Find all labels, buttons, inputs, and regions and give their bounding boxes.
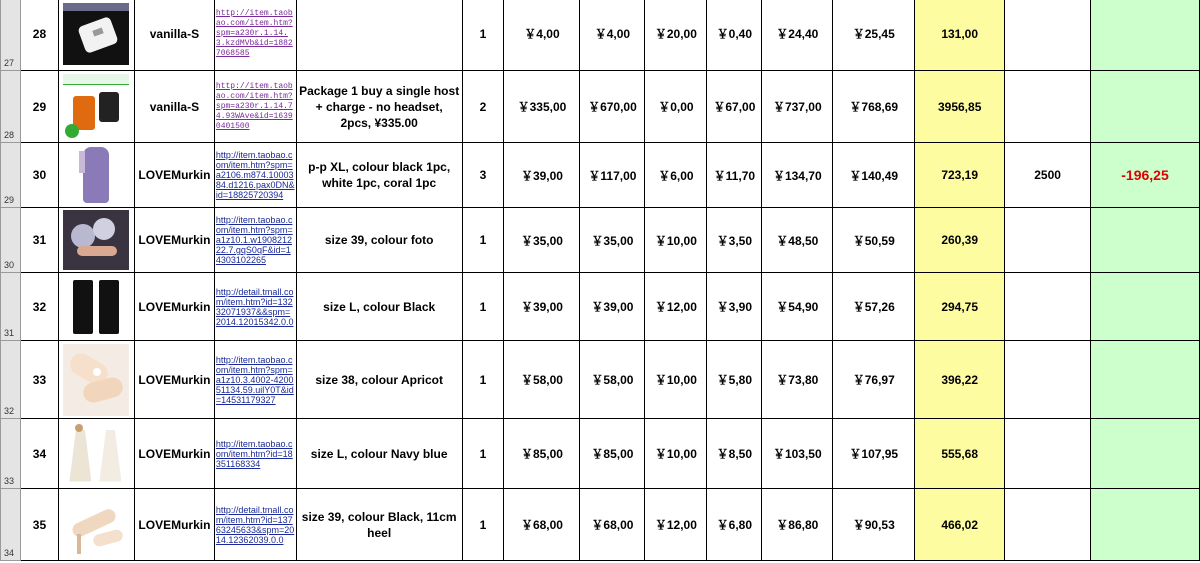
balance-difference[interactable]	[1091, 489, 1200, 561]
adjusted-total[interactable]: ￥57,26	[833, 273, 915, 341]
quantity[interactable]: 1	[462, 0, 504, 71]
item-description[interactable]: size L, colour Navy blue	[296, 419, 462, 489]
shipping-cost[interactable]: ￥10,00	[645, 341, 707, 419]
seller-name[interactable]: LOVEMurkin	[134, 489, 214, 561]
unit-price[interactable]: ￥35,00	[504, 208, 580, 273]
subtotal[interactable]: ￥48,50	[762, 208, 833, 273]
shipping-cost[interactable]: ￥6,00	[645, 143, 707, 208]
product-link[interactable]: http://item.taobao.com/item.htm?spm=a230r.1.14.74.93WAve&id=16390401500	[214, 71, 296, 143]
unit-price[interactable]: ￥58,00	[504, 341, 580, 419]
table-row	[1, 71, 1200, 143]
service-fee[interactable]: ￥67,00	[707, 71, 762, 143]
adjusted-total[interactable]: ￥25,45	[833, 0, 915, 71]
quantity[interactable]: 1	[462, 341, 504, 419]
subtotal[interactable]: ￥54,90	[762, 273, 833, 341]
subtotal[interactable]: ￥86,80	[762, 489, 833, 561]
seller-name[interactable]: vanilla-S	[134, 0, 214, 71]
product-link[interactable]: http://item.taobao.com/item.htm?spm=a1z10.1.w190821222.7.gqS0qF&id=14303102265	[214, 208, 296, 273]
row-header[interactable]: 34	[1, 489, 21, 561]
paid-amount[interactable]	[1005, 489, 1091, 561]
unit-price[interactable]: ￥39,00	[504, 143, 580, 208]
item-number[interactable]: 29	[20, 71, 58, 143]
shipping-cost[interactable]: ￥12,00	[645, 273, 707, 341]
product-link[interactable]: http://item.taobao.com/item.htm?spm=a2106.m874.1000384.d1216.pax0DN&id=18825720394	[214, 143, 296, 208]
row-header[interactable]: 28	[1, 71, 21, 143]
item-number[interactable]: 34	[20, 419, 58, 489]
item-description[interactable]: size 39, colour foto	[296, 208, 462, 273]
paid-amount[interactable]	[1005, 341, 1091, 419]
unit-price[interactable]: ￥335,00	[504, 71, 580, 143]
seller-name[interactable]: LOVEMurkin	[134, 273, 214, 341]
table-row	[1, 0, 1200, 71]
product-link[interactable]: http://detail.tmall.com/item.htm?id=13763245633&spm=2014.12362039.0.0	[214, 489, 296, 561]
product-thumbnail[interactable]	[58, 143, 134, 208]
local-total[interactable]: 3956,85	[915, 71, 1005, 143]
table-row	[1, 489, 1200, 561]
subtotal[interactable]: ￥737,00	[762, 71, 833, 143]
local-total[interactable]: 260,39	[915, 208, 1005, 273]
paid-amount[interactable]	[1005, 71, 1091, 143]
balance-difference[interactable]	[1091, 419, 1200, 489]
paid-amount[interactable]	[1005, 0, 1091, 71]
row-header[interactable]: 33	[1, 419, 21, 489]
local-total[interactable]: 466,02	[915, 489, 1005, 561]
item-number[interactable]: 30	[20, 143, 58, 208]
shipping-cost[interactable]: ￥20,00	[645, 0, 707, 71]
shipping-cost[interactable]: ￥0,00	[645, 71, 707, 143]
service-fee[interactable]: ￥3,90	[707, 273, 762, 341]
table-row	[1, 341, 1200, 419]
table-row	[1, 419, 1200, 489]
adjusted-total[interactable]: ￥50,59	[833, 208, 915, 273]
seller-name[interactable]: LOVEMurkin	[134, 143, 214, 208]
item-description[interactable]: Package 1 buy a single host + charge - no headset, 2pcs, ¥335.00	[296, 71, 462, 143]
seller-name[interactable]: LOVEMurkin	[134, 341, 214, 419]
line-total[interactable]: ￥58,00	[580, 341, 645, 419]
balance-difference[interactable]	[1091, 341, 1200, 419]
adjusted-total[interactable]: ￥140,49	[833, 143, 915, 208]
line-total[interactable]: ￥117,00	[580, 143, 645, 208]
product-link[interactable]: http://item.taobao.com/item.htm?id=18351168334	[214, 419, 296, 489]
unit-price[interactable]: ￥39,00	[504, 273, 580, 341]
table-row	[1, 208, 1200, 273]
line-total[interactable]: ￥85,00	[580, 419, 645, 489]
balance-difference[interactable]: -196,25	[1091, 143, 1200, 208]
balance-difference[interactable]	[1091, 71, 1200, 143]
product-thumbnail[interactable]	[58, 489, 134, 561]
table-row	[1, 143, 1200, 208]
balance-difference[interactable]	[1091, 0, 1200, 71]
quantity[interactable]: 3	[462, 143, 504, 208]
local-total[interactable]: 131,00	[915, 0, 1005, 71]
local-total[interactable]: 396,22	[915, 341, 1005, 419]
product-thumbnail[interactable]	[58, 419, 134, 489]
subtotal[interactable]: ￥103,50	[762, 419, 833, 489]
shipping-cost[interactable]: ￥10,00	[645, 419, 707, 489]
product-thumbnail[interactable]	[58, 0, 134, 71]
local-total[interactable]: 555,68	[915, 419, 1005, 489]
item-description[interactable]: size 39, colour Black, 11cm heel	[296, 489, 462, 561]
product-thumbnail[interactable]	[58, 208, 134, 273]
local-total[interactable]: 294,75	[915, 273, 1005, 341]
row-header[interactable]: 29	[1, 143, 21, 208]
item-description[interactable]	[296, 0, 462, 71]
item-number[interactable]: 35	[20, 489, 58, 561]
unit-price[interactable]: ￥4,00	[504, 0, 580, 71]
product-thumbnail[interactable]	[58, 273, 134, 341]
shipping-cost[interactable]: ￥10,00	[645, 208, 707, 273]
table-row	[1, 273, 1200, 341]
row-header[interactable]: 27	[1, 0, 21, 71]
paid-amount[interactable]	[1005, 419, 1091, 489]
row-header[interactable]: 30	[1, 208, 21, 273]
item-description[interactable]: size 38, colour Apricot	[296, 341, 462, 419]
service-fee[interactable]: ￥8,50	[707, 419, 762, 489]
seller-name[interactable]: LOVEMurkin	[134, 208, 214, 273]
service-fee[interactable]: ￥6,80	[707, 489, 762, 561]
quantity[interactable]: 1	[462, 273, 504, 341]
service-fee[interactable]: ￥5,80	[707, 341, 762, 419]
unit-price[interactable]: ￥68,00	[504, 489, 580, 561]
paid-amount[interactable]: 2500	[1005, 143, 1091, 208]
product-thumbnail[interactable]	[58, 71, 134, 143]
line-total[interactable]: ￥68,00	[580, 489, 645, 561]
product-link[interactable]: http://item.taobao.com/item.htm?spm=a230r.1.14.3.kzdMVb&id=18827068585	[214, 0, 296, 71]
local-total[interactable]: 723,19	[915, 143, 1005, 208]
line-total[interactable]: ￥35,00	[580, 208, 645, 273]
subtotal[interactable]: ￥24,40	[762, 0, 833, 71]
item-number[interactable]: 28	[20, 0, 58, 71]
quantity[interactable]: 1	[462, 489, 504, 561]
adjusted-total[interactable]: ￥768,69	[833, 71, 915, 143]
product-link[interactable]: http://item.taobao.com/item.htm?spm=a1z10.3.4002-420051134.59.uilY0T&id=14531179327	[214, 341, 296, 419]
item-description[interactable]: p-p XL, colour black 1pc, white 1pc, coral 1pc	[296, 143, 462, 208]
subtotal[interactable]: ￥73,80	[762, 341, 833, 419]
subtotal[interactable]: ￥134,70	[762, 143, 833, 208]
paid-amount[interactable]	[1005, 273, 1091, 341]
paid-amount[interactable]	[1005, 208, 1091, 273]
adjusted-total[interactable]: ￥90,53	[833, 489, 915, 561]
line-total[interactable]: ￥4,00	[580, 0, 645, 71]
item-number[interactable]: 31	[20, 208, 58, 273]
quantity[interactable]: 2	[462, 71, 504, 143]
seller-name[interactable]: vanilla-S	[134, 71, 214, 143]
service-fee[interactable]: ￥0,40	[707, 0, 762, 71]
quantity[interactable]: 1	[462, 419, 504, 489]
quantity[interactable]: 1	[462, 208, 504, 273]
product-link[interactable]: http://detail.tmall.com/item.htm?id=13232071937&&spm=2014.12015342.0.0	[214, 273, 296, 341]
balance-difference[interactable]	[1091, 208, 1200, 273]
seller-name[interactable]: LOVEMurkin	[134, 419, 214, 489]
adjusted-total[interactable]: ￥76,97	[833, 341, 915, 419]
item-number[interactable]: 33	[20, 341, 58, 419]
item-description[interactable]: size L, colour Black	[296, 273, 462, 341]
item-number[interactable]: 32	[20, 273, 58, 341]
service-fee[interactable]: ￥11,70	[707, 143, 762, 208]
product-thumbnail[interactable]	[58, 341, 134, 419]
row-header[interactable]: 31	[1, 273, 21, 341]
shipping-cost[interactable]: ￥12,00	[645, 489, 707, 561]
service-fee[interactable]: ￥3,50	[707, 208, 762, 273]
balance-difference[interactable]	[1091, 273, 1200, 341]
adjusted-total[interactable]: ￥107,95	[833, 419, 915, 489]
line-total[interactable]: ￥39,00	[580, 273, 645, 341]
line-total[interactable]: ￥670,00	[580, 71, 645, 143]
unit-price[interactable]: ￥85,00	[504, 419, 580, 489]
row-header[interactable]: 32	[1, 341, 21, 419]
